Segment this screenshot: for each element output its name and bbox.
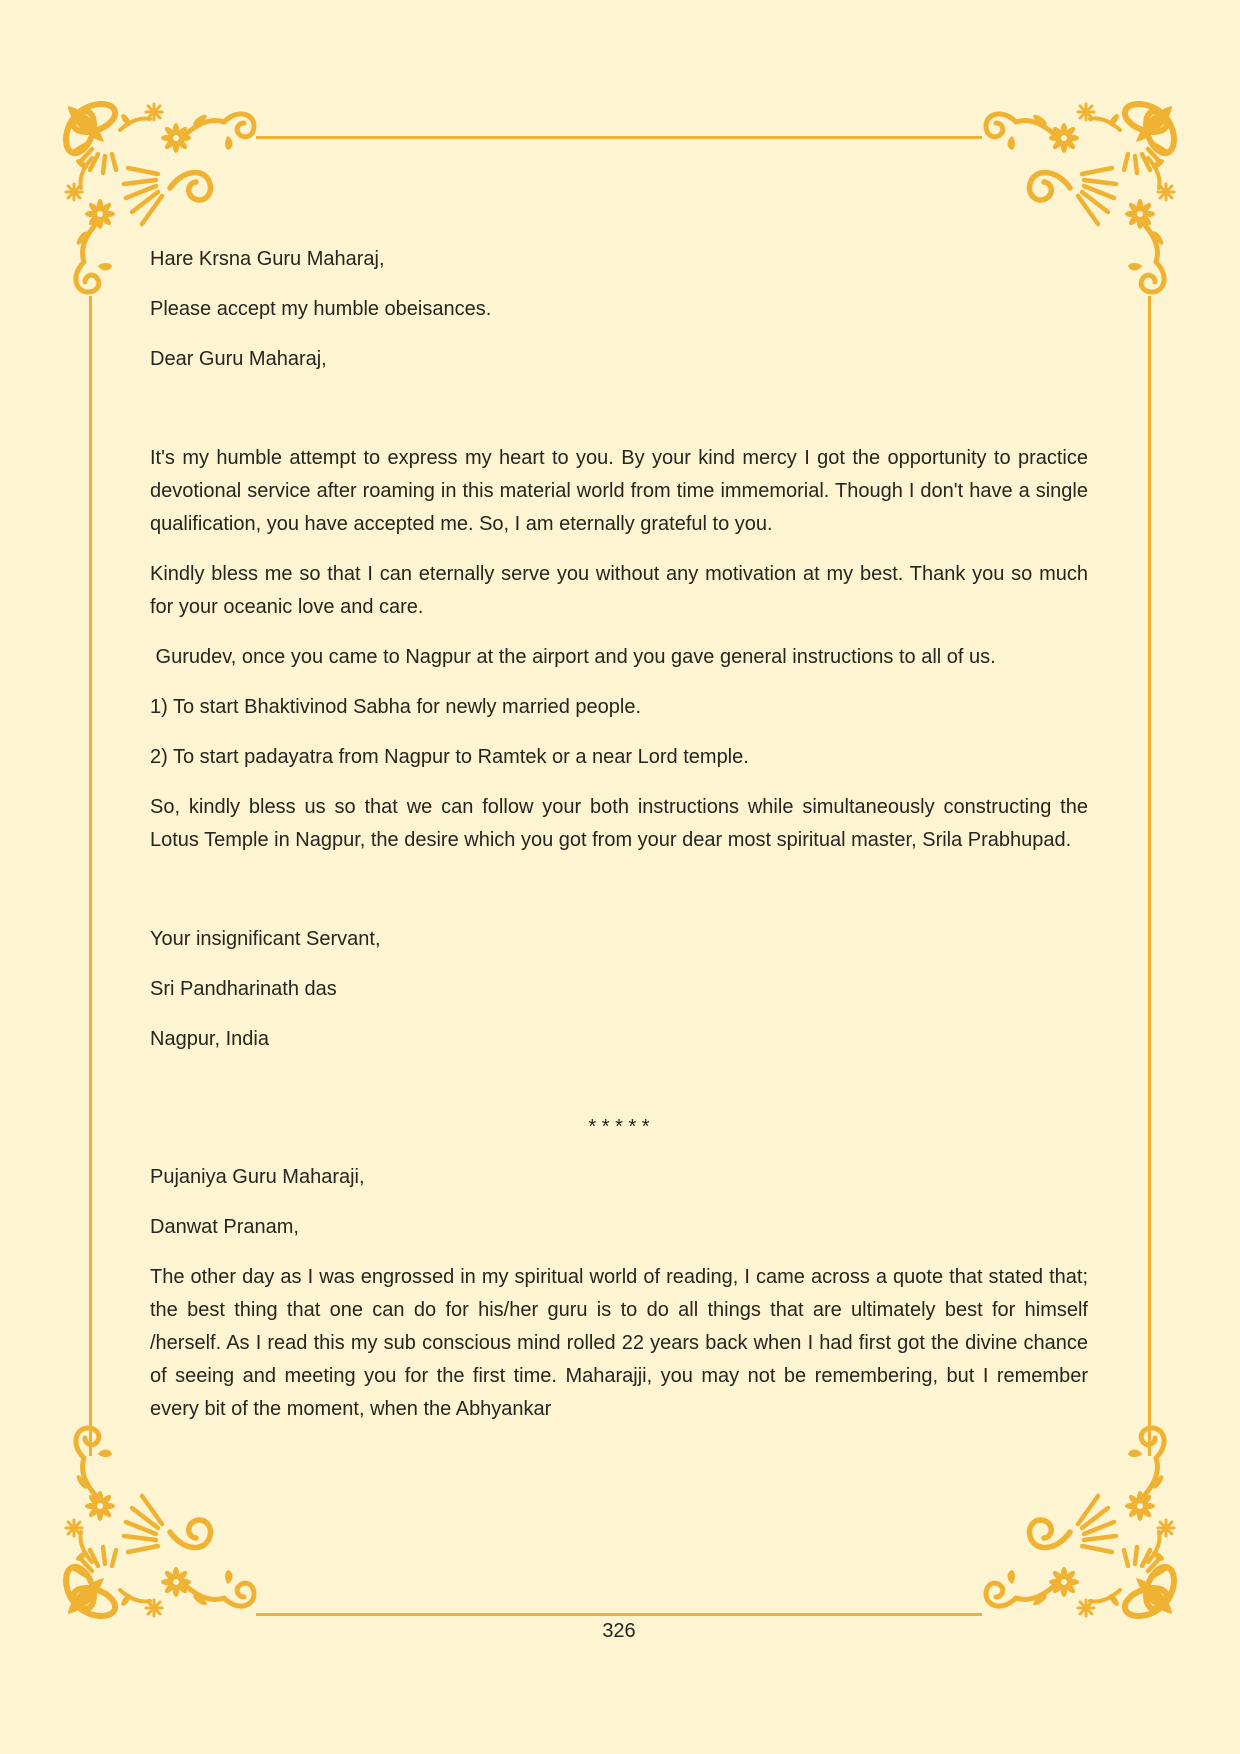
frame-line-right: [1148, 296, 1151, 1456]
frame-line-top: [256, 136, 982, 139]
floral-corner-bottom-right-icon: [982, 1424, 1182, 1624]
closing-line: Sri Pandharinath das: [150, 978, 337, 1000]
numbered-point: 1) To start Bhaktivinod Sabha for newly married people.: [150, 696, 642, 718]
paragraph: Kindly bless me so that I can eternally serve you without any motivation at my best. Thank you so much for your oceanic love and care.: [150, 563, 1088, 618]
salutation-line: Pujaniya Guru Maharaji,: [150, 1166, 365, 1188]
salutation-line: Dear Guru Maharaj,: [150, 348, 327, 370]
closing-line: Nagpur, India: [150, 1028, 269, 1050]
salutation-line: Please accept my humble obeisances.: [150, 298, 492, 320]
paragraph: The other day as I was engrossed in my spiritual world of reading, I came across a quote that stated that; the best thing that one can do for his/her guru is to do all things that are ultimately best for himself /herself. As I read this my sub conscious mind rolled 22 years back when I had first got the divine chance of seeing and meeting you for the first time. Maharajji, you may not be remembering, but I remember every bit of the moment, when the Abhyankar: [150, 1266, 1088, 1420]
paragraph: Gurudev, once you came to Nagpur at the airport and you gave general instructions to all of us.: [150, 646, 996, 668]
salutation-line: Hare Krsna Guru Maharaj,: [150, 248, 385, 270]
frame-line-left: [89, 296, 92, 1456]
letter-content: [150, 243, 1088, 1443]
salutation-line: Danwat Pranam,: [150, 1216, 299, 1238]
numbered-point: 2) To start padayatra from Nagpur to Ramtek or a near Lord temple.: [150, 746, 749, 768]
page-number: 326: [602, 1620, 636, 1642]
paragraph: So, kindly bless us so that we can follow your both instructions while simultaneously constructing the Lotus Temple in Nagpur, the desire which you got from your dear most spiritual master, Srila Prabhupad.: [150, 796, 1088, 851]
section-separator: * * * * *: [588, 1116, 650, 1138]
frame-line-bottom: [256, 1613, 982, 1616]
floral-corner-bottom-left-icon: [58, 1424, 258, 1624]
closing-line: Your insignificant Servant,: [150, 928, 381, 950]
paragraph: It's my humble attempt to express my heart to you. By your kind mercy I got the opportunity to practice devotional service after roaming in this material world from time immemorial. Though I don't have a single qualification, you have accepted me. So, I am eternally grateful to you.: [150, 447, 1088, 535]
